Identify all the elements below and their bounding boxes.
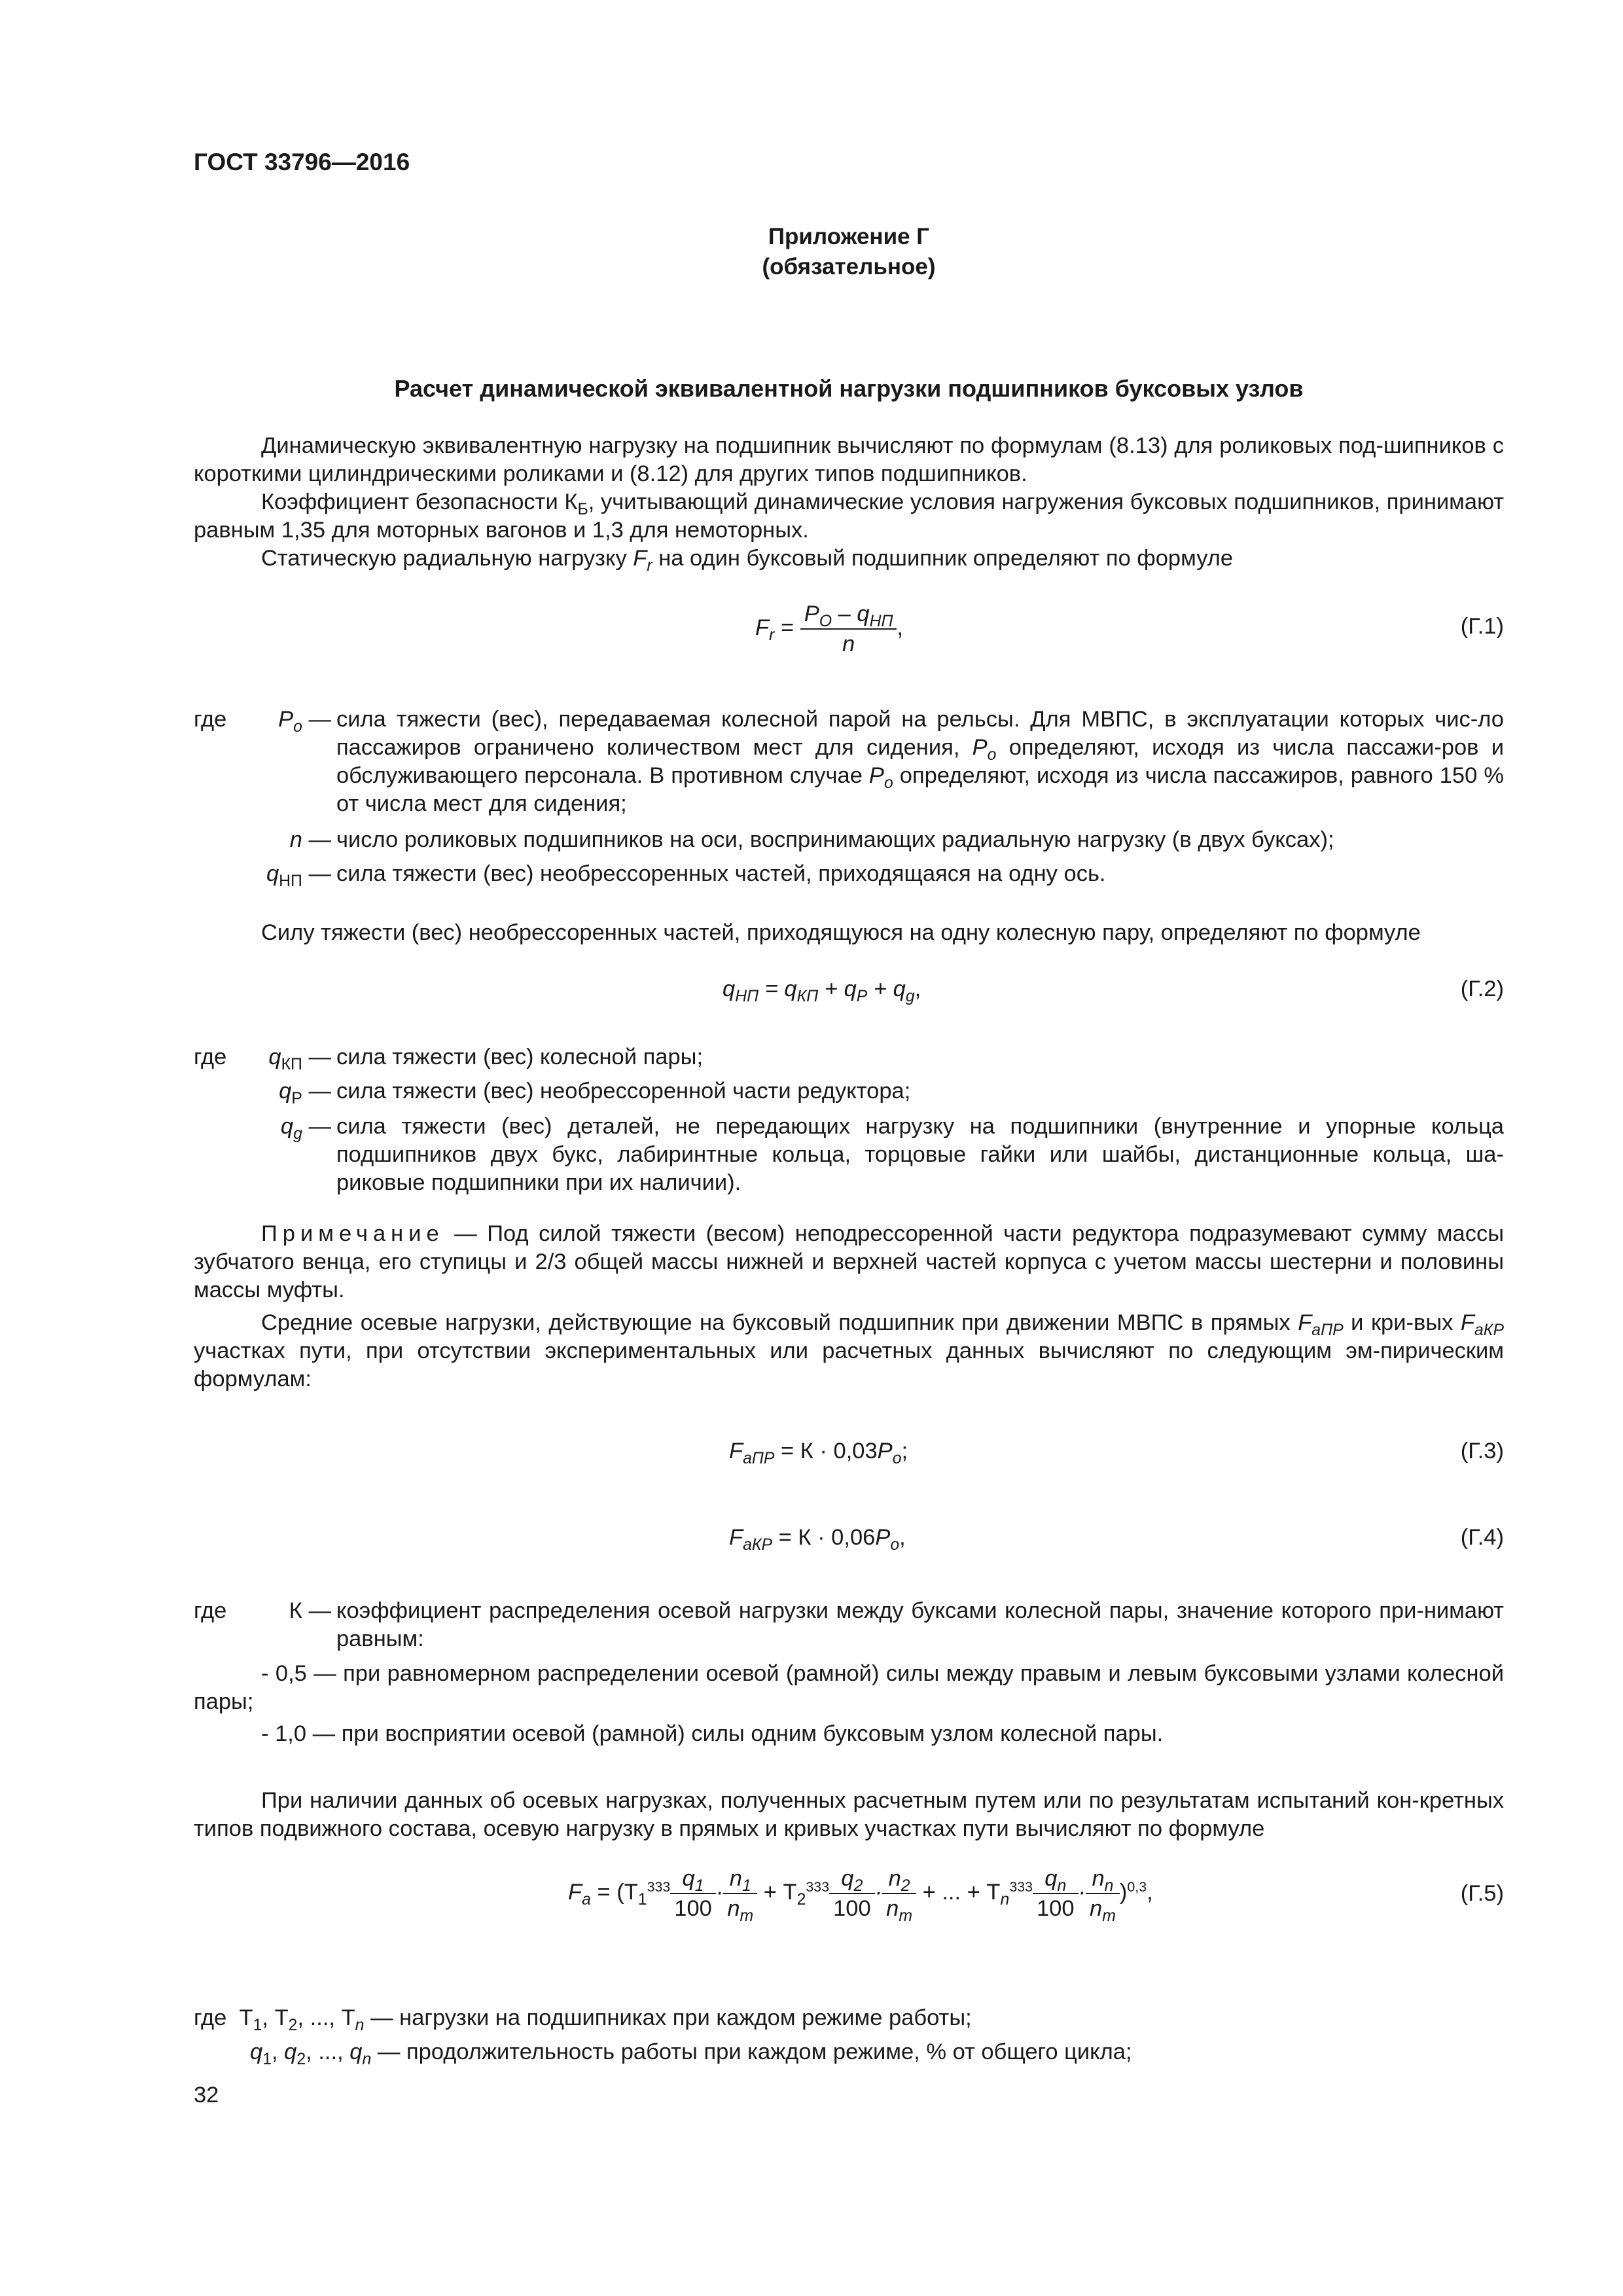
formula-g2-number: (Г.2) [1460,977,1504,1001]
formula-g5-number: (Г.5) [1460,1881,1504,1906]
formula-g4 [194,1524,1504,1583]
where-term: $P_o$ — [278,707,331,736]
where-item-t: где $Т_1$, $Т_2$, ..., $Т_n$ — нагрузки на подшипниках при каждом режиме работы; [194,2005,972,2034]
formula-g1-fraction: $\frac{P_O - q_{НП}}{n}$ [800,601,897,657]
where-description: сила тяжести (вес) деталей, не передающих нагрузку на подшипники (внутренние и упорные кольца подшипников двух букс, лабиринтные кольца, торцовые гайки или шайбы, дистанционные кольца, ша-риковые подшипники при их наличии). [336,1114,1504,1195]
formula-g2-body: $q_{НП} = q_{КП} + q_Р + q_g$, [722,977,921,1005]
where-description: сила тяжести (вес) необрессоренной части редуктора; [336,1079,911,1103]
where-word: где [194,1598,227,1623]
where-word: где [194,1045,227,1069]
formula-g1 [194,601,1504,660]
section-title: Расчет динамической эквивалентной нагрузки подшипников буксовых узлов [394,375,1304,402]
where-item-q: $q_1$, $q_2$, ..., $q_n$ — продолжительность работы при каждом режиме, % от общего цикла; [250,2039,1132,2068]
paragraph-axial-loads: Средние осевые нагрузки, действующие на буксовый подшипник при движении МВПС в прямых $F_{аПР}$ и кри-вых $F_{аКР}$ участках пути, при отсутствии экспериментальных или расчетных данных вычисляют по следующим эм-пирическим формулам: [194,1310,1505,1391]
where-description: сила тяжести (вес) необрессоренных частей, приходящаяся на одну ось. [336,861,1106,886]
note-paragraph: Примечание — Под силой тяжести (весом) неподрессоренной части редуктора подразумевают сумму массы зубчатого венца, его ступицы и 2/3 общей массы нижней и верхней частей корпуса с учетом массы шестерни и половины массы муфты. [194,1221,1504,1302]
formula-g1-body: $F_r$ = $\frac{P_O - q_{НП}}{n}$ , [755,601,904,656]
formula-g4-number: (Г.4) [1460,1525,1504,1550]
where-description: сила тяжести (вес), передаваемая колесной парой на рельсы. Для МВПС, в эксплуатации которых чис-ло пассажиров ограничено количеством мест для сидения, $P_o$ определяют, исходя из числа пассажи-ров и обслуживающего персонала. В противном случае $P_o$ определяют, исходя из числа пассажиров, равного 150 % от числа мест для сидения; [336,707,1504,816]
paragraph-safety-coefficient: Коэффициент безопасности $К_Б$, учитывающий динамические условия нагружения буксовых подшипников, принимают равным 1,35 для моторных вагонов и 1,3 для немоторных. [194,490,1505,543]
note-label: Примечание [261,1221,444,1246]
paragraph-test-data: При наличии данных об осевых нагрузках, полученных расчетным путем или по результатам испытаний кон-кретных типов подвижного состава, осевую нагрузку в прямых и кривых участках пути вычисляют по формуле [194,1788,1504,1841]
where-description: коэффициент распределения осевой нагрузки между буксами колесной пары, значение которого при-нимают равным: [336,1598,1504,1651]
k-value-half: - 0,5 — при равномерном распределении осевой (рамной) силы между правым и левым буксовыми узлами колесной пары; [194,1661,1504,1714]
formula-g5 [194,1865,1504,1937]
where-description: сила тяжести (вес) колесной пары; [336,1045,704,1069]
paragraph-intro: Динамическую эквивалентную нагрузку на подшипник вычисляют по формулам (8.13) для роликовых под-шипников с короткими цилиндрическими роликами и (8.12) для других типов подшипников. [194,433,1504,486]
formula-g1-number: (Г.1) [1460,614,1504,639]
paragraph-unsprung-weight: Силу тяжести (вес) необрессоренных частей, приходящуюся на одну колесную пару, определяют по формуле [261,920,1421,945]
formula-g3-body: $F_{аПР} = К \cdot 0,03P_o$; [729,1439,908,1467]
document-header: ГОСТ 33796—2016 [194,149,410,175]
formula-g2 [194,975,1504,1034]
where-term: $q_g$ — [280,1114,331,1143]
where-word: где [194,2005,227,2030]
where-term: К — [289,1598,331,1623]
where-description: число роликовых подшипников на оси, воспринимающих радиальную нагрузку (в двух буксах); [336,827,1334,852]
formula-g4-body: $F_{аКР} = К \cdot 0,06P_o$, [729,1525,906,1554]
where-term: $q_{КП}$ — [268,1045,331,1073]
appendix-status: (обязательное) [762,254,936,279]
formula-g3-number: (Г.3) [1460,1439,1504,1463]
page-number: 32 [194,2083,219,2108]
appendix-title: Приложение Г [768,224,930,249]
k-value-one: - 1,0 — при восприятии осевой (рамной) силы одним буксовым узлом колесной пары. [261,1721,1164,1746]
formula-g5-body: $F_a = (Т_1^{333}$ $\frac{q_1}{100}$ · $\frac{n_1}{n_m}$ + $Т_2^{333}$ $\frac{q_2}{100}$ · $\frac{n_2}{n_m}$ + ... + $Т_n^{333}$ $\frac{q_n}{100}$ · $\frac{n_n}{n_m}$ )$^{0,3}$, [568,1866,1153,1925]
paragraph-static-load: Статическую радиальную нагрузку $F_r$ на один буксовый подшипник определяют по формуле [261,546,1234,575]
where-term: $q_Р$ — [279,1079,331,1107]
formula-g3 [194,1437,1504,1496]
where-word: где [194,707,227,732]
where-term: $q_{НП}$ — [266,861,331,890]
where-term: n — [289,827,331,852]
